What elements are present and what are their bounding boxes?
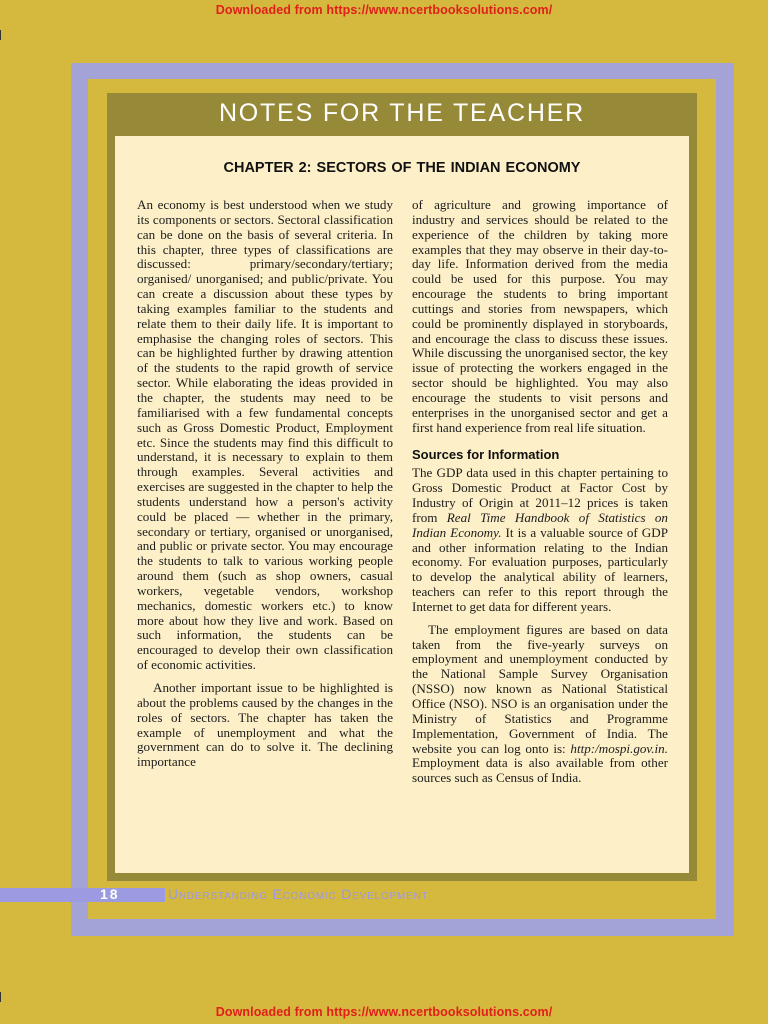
crop-mark-bottom-left [0,992,1,1002]
footer-bar [0,888,165,902]
text-column-left [137,198,393,770]
crop-mark-top-left [0,30,1,40]
paragraph-text: The GDP data used in this chapter pertaining to Gross Domestic Product at Factor Cost by Industry of Origin at 2011–12 prices is taken from [412,465,668,525]
page-title: NOTES FOR THE TEACHER [218,99,586,127]
paragraph-text: Employment data is also available from other sources such as Census of India. [412,755,668,786]
paragraph: An economy is best understood when we study its components or sectors. Sectoral classification can be done on the basis of several criteria. In this chapter, three types of classifications are discussed: primary/secondary/tertiary; organised/ unorganised; and public/private. You can create a discussion about these types by taking examples familiar to the students and relate them to their daily life. It is important to emphasise the changing roles of sectors. This can be highlighted further by drawing attention of the students to the rapid growth of service sector. While elaborating the ideas provided in the chapter, the students may need to be familiarised with a few fundamental concepts such as Gross Domestic Product, Employment etc. Since the students may find this difficult to understand, it is necessary to explain to them through examples. Several activities and exercises are suggested in the chapter to help the students understand how a person's activity could be placed — whether in the primary, secondary or tertiary, organised or unorganised, and public or private sector. You may encourage the students to talk to various working people around them (such as shop owners, casual workers, vegetable vendors, workshop mechanics, domestic workers etc.) to know more about how they live and work. Based on such information, the students can be encouraged to develop their own classification of economic activities. [137,197,393,673]
book-title: Understanding Economic Development [168,886,429,902]
paragraph: Another important issue to be highlighted is about the problems caused by the changes in the roles of sectors. The chapter has taken the example of unemployment and what the government can do to solve it. The declining importance [137,680,393,770]
paragraph: of agriculture and growing importance of industry and services should be related to the experience of the children by taking more examples that they may observe in their day-to-day life. Information derived from the media could be used for this purpose. You may encourage the students to bring important cuttings and stories from newspapers, which could be prominently displayed in storyboards, and encourage the class to discuss these issues. While discussing the unorganised sector, the key issue of protecting the workers engaged in the sector should be highlighted. You may also encourage the students to visit persons and enterprises in the unorganised sector and get a first hand experience from real life situation. [412,197,668,435]
website-link[interactable]: http:/mospi.gov.in. [570,740,668,756]
section-heading: Sources for Information [412,446,560,462]
paragraph-text: The employment figures are based on data taken from the five-yearly surveys on employment and unemployment conducted by the National Sample Survey Organisation (NSSO) now known as National Statistical Office (NSO). NSO is an organisation under the Ministry of Statistics and Programme Implementation, Government of India. The website you can log onto is: [412,621,668,756]
paragraph [412,623,668,786]
download-banner-top: Downloaded from https://www.ncertbooksolutions.com/ [215,3,553,17]
download-banner-bottom: Downloaded from https://www.ncertbooksolutions.com/ [215,1005,553,1019]
paragraph [412,466,668,614]
paragraph-text: It is a valuable source of GDP and other information relating to the Indian economy. For evaluation purposes, particularly to develop the analytical ability of learners, teachers can refer to this report through the Internet to get data for different years. [412,524,668,614]
reference-title: Real Time Handbook of Statistics on Indian Economy. [412,509,668,540]
chapter-heading: CHAPTER 2: SECTORS OF THE INDIAN ECONOMY [223,160,581,176]
text-column-right [412,198,668,786]
notes-content [115,136,689,873]
page-number: 18 [100,886,120,902]
